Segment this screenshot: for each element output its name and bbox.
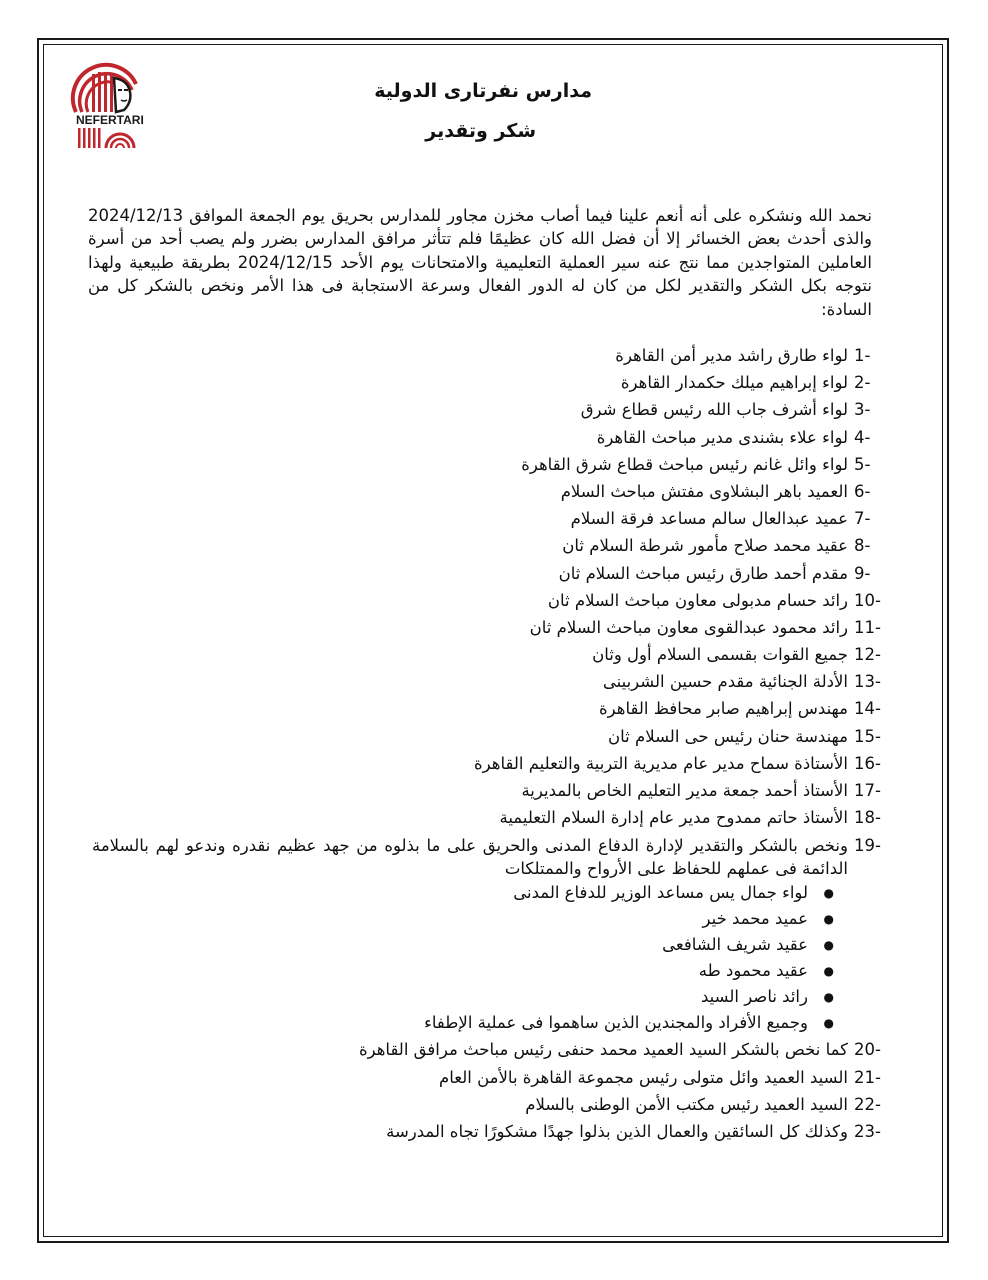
bullet-item: ● لواء جمال يس مساعد الوزير للدفاع المدنى: [513, 883, 834, 903]
list-item: 17- الأستاذ أحمد جمعة مدير التعليم الخاص بالمديرية: [521, 781, 881, 800]
list-item: 1- لواء طارق راشد مدير أمن القاهرة: [615, 346, 871, 365]
document-subtitle: شكر وتقدير: [425, 120, 536, 142]
list-item: 22- السيد العميد رئيس مكتب الأمن الوطنى بالسلام: [525, 1094, 881, 1114]
list-item: 11- رائد محمود عبدالقوى معاون مباحث السلام ثان: [529, 617, 881, 637]
list-item: 9- مقدم أحمد طارق رئيس مباحث السلام ثان: [558, 563, 871, 583]
list-item: 8- عقيد محمد صلاح مأمور شرطة السلام ثان: [562, 536, 871, 556]
list-item: 20- كما نخص بالشكر السيد العميد محمد حنفى رئيس مباحث مرافق القاهرة: [358, 1040, 881, 1060]
list-item: 4- لواء علاء بشندى مدير مباحث القاهرة: [596, 427, 871, 447]
list-item: 3- لواء أشرف جاب الله رئيس قطاع شرق: [580, 400, 871, 420]
list-item: 5- لواء وائل غانم رئيس مباحث قطاع شرق القاهرة: [521, 454, 871, 474]
list-item-civil-defense: 19- ونخص بالشكر والتقدير لإدارة الدفاع المدنى والحريق على ما بذلوه من جهد عظيم نقدره وندعو لهم بالسلامة الدائمة فى عملهم للحفاظ على الأرواح والممتلكات ● لواء جمال يس مساعد الوزير للدفاع المدنى ● عميد محمد خير ● عقيد شريف الشافعى ● عقيد محمود طه ● رائد ناصر السيد ● وجميع الأفراد والمجندين الذين ساهموا فى عملية الإطفاء: [88, 831, 848, 1036]
list-item: 23- وكذلك كل السائقين والعمال الذين بذلوا جهدًا مشكورًا تجاه المدرسة: [386, 1121, 881, 1141]
list-item: 7- عميد عبدالعال سالم مساعد فرقة السلام: [570, 509, 871, 529]
list-item: 10- رائد حسام مدبولى معاون مباحث السلام ثان: [547, 590, 881, 610]
list-item: 6- العميد باهر البشلاوى مفتش مباحث السلام: [560, 481, 871, 501]
bullet-item: ● عقيد شريف الشافعى: [662, 935, 834, 955]
list-item: 21- السيد العميد وائل متولى رئيس مجموعة القاهرة بالأمن العام: [439, 1067, 881, 1087]
list-item: 18- الأستاذ حاتم ممدوح مدير عام إدارة السلام التعليمية: [499, 808, 881, 828]
list-item: 14- مهندس إبراهيم صابر محافظ القاهرة: [599, 699, 881, 719]
intro-text: نحمد الله ونشكره على أنه أنعم علينا فيما أصاب مخزن مجاور للمدارس بحريق يوم الجمعة الموافق 2024/12/13 والذى أحدث بعض الخسائر إلا أن فضل الله كان عظيمًا فلم تتأثر مرافق المدارس بضرر ولم يصب أحد من أسرة العاملين المتواجدين مما نتج عنه سير العملية التعليمية والامتحانات يوم الأحد 2024/12/15 بطريقة طبيعية ولهذا نتوجه بكل الشكر والتقدير لكل من كان له الدور الفعال وسرعة الاستجابة فى هذا الأمر ونخص بالشكر كل من السادة:: [88, 206, 872, 319]
bullet-item: ● وجميع الأفراد والمجندين الذين ساهموا فى عملية الإطفاء: [424, 1013, 834, 1033]
nefertari-logo: [68, 62, 163, 157]
list-item: 2- لواء إبراهيم ميلك حكمدار القاهرة: [620, 373, 871, 393]
bullet-item: ● عقيد محمود طه: [698, 961, 834, 981]
svg-text:NEFERTARI: NEFERTARI: [76, 113, 144, 127]
thanks-list: [88, 342, 881, 1145]
intro-paragraph: [88, 204, 872, 321]
bullet-item: ● عميد محمد خير: [702, 909, 834, 929]
list-item: 13- الأدلة الجنائية مقدم حسين الشربينى: [602, 672, 881, 692]
list-item: 16- الأستاذة سماح مدير عام مديرية التربية والتعليم القاهرة: [474, 753, 881, 773]
bullet-item: ● رائد ناصر السيد: [700, 987, 834, 1007]
school-name-title: مدارس نفرتارى الدولية: [374, 80, 592, 102]
civil-defense-bullets: [48, 880, 834, 1036]
list-item: 12- جميع القوات بقسمى السلام أول وثان: [592, 645, 881, 665]
list-item: 15- مهندسة حنان رئيس حى السلام ثان: [608, 726, 881, 746]
